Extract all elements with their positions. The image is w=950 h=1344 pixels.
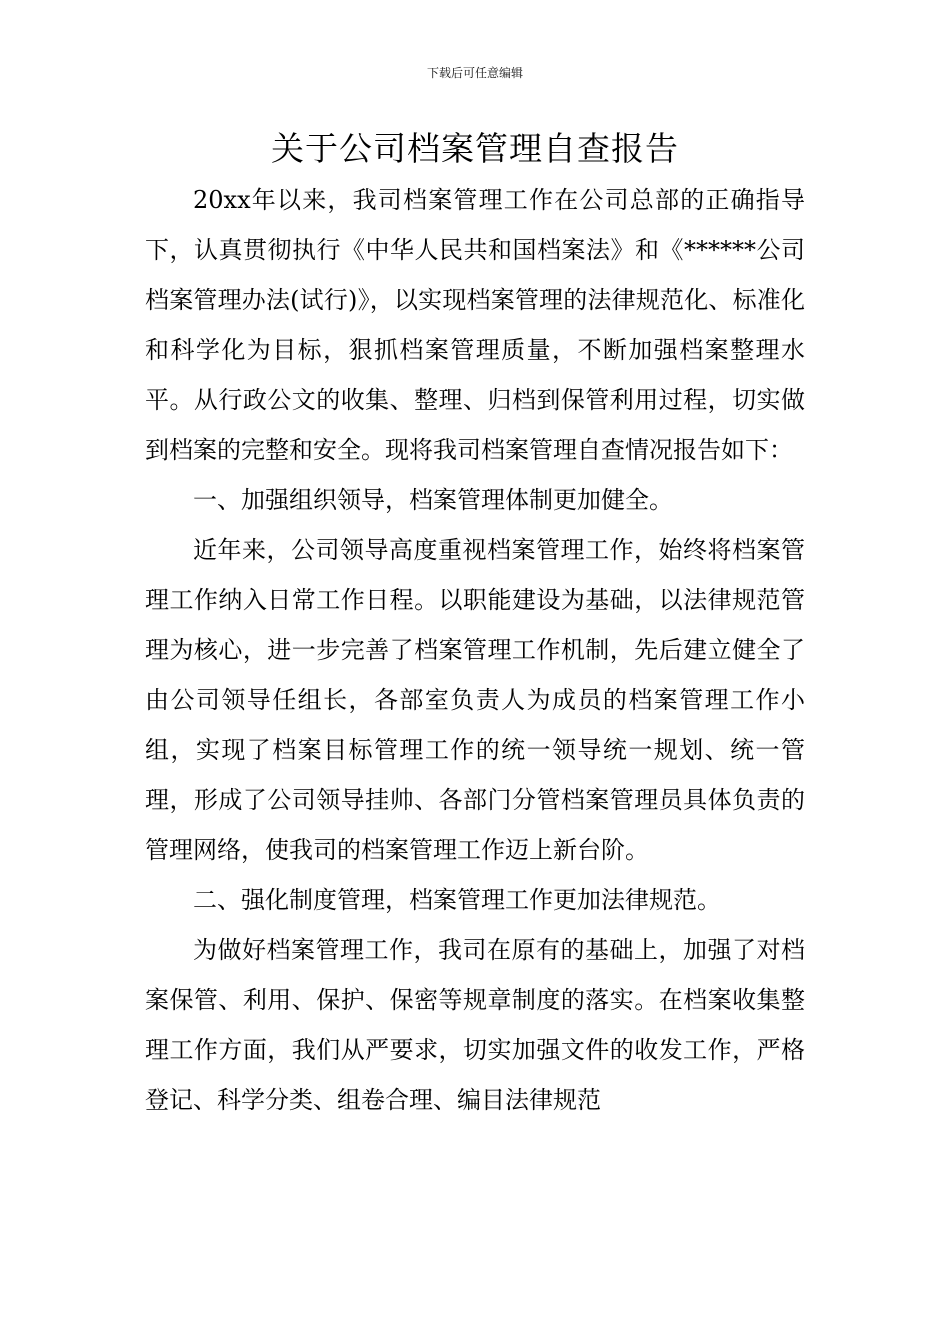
document-title: 关于公司档案管理自查报告 (271, 129, 679, 168)
document-body (145, 175, 805, 1125)
section-heading-2: 二、强化制度管理，档案管理工作更加法律规范。 (193, 886, 721, 914)
section-heading-1: 一、加强组织领导，档案管理体制更加健全。 (193, 486, 673, 514)
paragraph-section-2: 为做好档案管理工作，我司在原有的基础上，加强了对档案保管、利用、保护、保密等规章制度的落实。在档案收集整理工作方面，我们从严要求，切实加强文件的收发工作，严格登记、科学分类、组卷合理、编目法律规范 (145, 936, 805, 1114)
paragraph-section-1: 近年来，公司领导高度重视档案管理工作，始终将档案管理工作纳入日常工作日程。以职能建设为基础，以法律规范管理为核心，进一步完善了档案管理工作机制，先后建立健全了由公司领导任组长，各部室负责人为成员的档案管理工作小组，实现了档案目标管理工作的统一领导统一规划、统一管理，形成了公司领导挂帅、各部门分管档案管理员具体负责的管理网络，使我司的档案管理工作迈上新台阶。 (145, 536, 805, 864)
paragraph-intro: 20xx年以来，我司档案管理工作在公司总部的正确指导下，认真贯彻执行《中华人民共和国档案法》和《******公司档案管理办法(试行)》，以实现档案管理的法律规范化、标准化和科学化为目标，狠抓档案管理质量，不断加强档案整理水平。从行政公文的收集、整理、归档到保管利用过程，切实做到档案的完整和安全。现将我司档案管理自查情况报告如下： (145, 186, 805, 464)
header-note: 下载后可任意编辑 (426, 66, 523, 80)
